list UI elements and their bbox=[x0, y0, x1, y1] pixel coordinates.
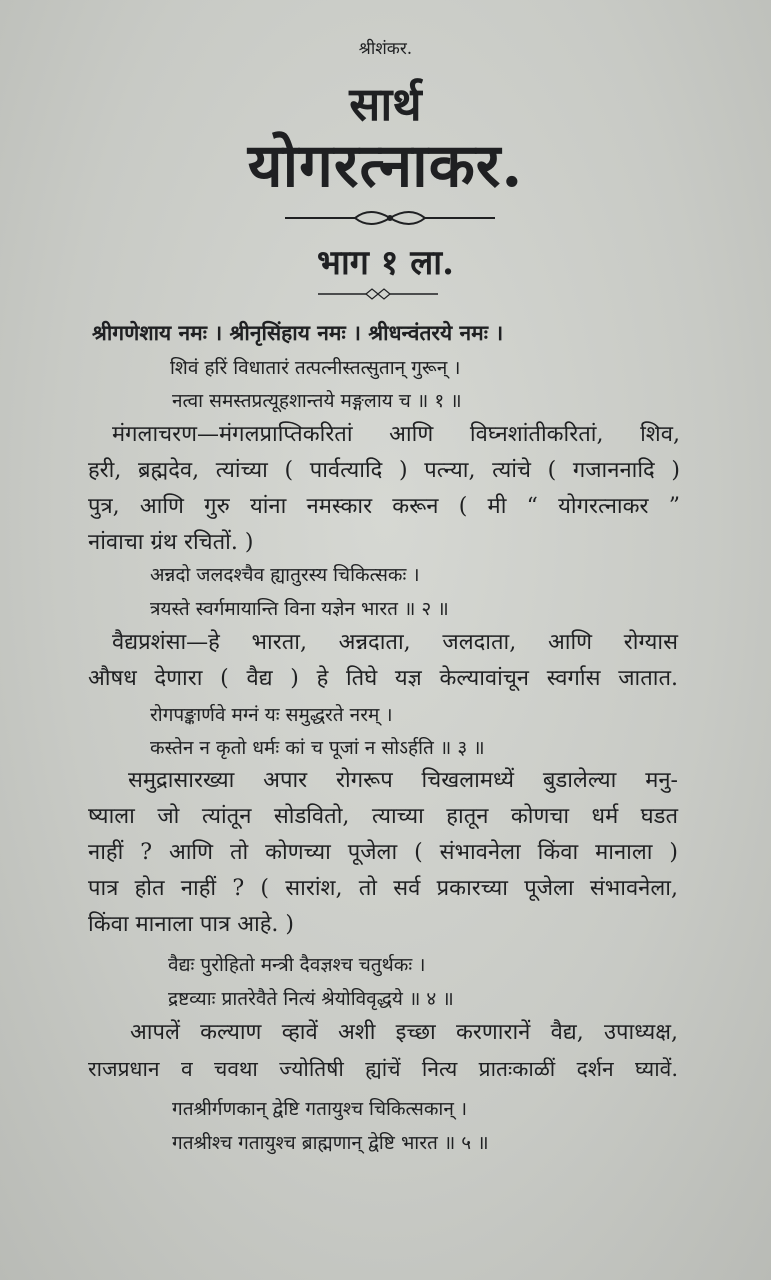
explanation-3-line-3: नाहीं ? आणि तो कोणच्या पूजेला ( संभावनेला किंवा मानाला ) bbox=[88, 840, 678, 865]
part-heading: भाग १ ला. bbox=[317, 243, 454, 283]
vaidya-prashansa-line-1: वैद्यप्रशंसा—हे भारता, अन्नदाता, जलदाता, आणि रोग्यास bbox=[112, 630, 678, 655]
title-ornament bbox=[285, 203, 495, 233]
vaidya-prashansa-line-2: औषध देणारा ( वैद्य ) हे तिघे यज्ञ केल्यावांचून स्वर्गास जातात. bbox=[88, 666, 678, 691]
explanation-3-line-4: पात्र होत नाहीं ? ( सारांश, तो सर्व प्रकारच्या पूजेला संभावनेला, bbox=[88, 876, 678, 901]
divider-ornament bbox=[318, 285, 438, 303]
verse-4-line-2: द्रष्टव्याः प्रातरेवैते नित्यं श्रेयोविवृद्धये ॥ ४ ॥ bbox=[168, 988, 454, 1010]
subtitle-sartha: सार्थ bbox=[349, 77, 422, 131]
mangalacharan-line-3: पुत्र, आणि गुरु यांना नमस्कार करून ( मी “ योगरत्नाकर ” bbox=[88, 494, 680, 519]
explanation-3-line-1: समुद्रासारख्या अपार रोगरूप चिखलामध्यें बुडालेल्या मनु- bbox=[128, 768, 678, 793]
page-header: श्रीशंकर. bbox=[358, 39, 413, 59]
invocation-line: श्रीगणेशाय नमः । श्रीनृसिंहाय नमः । श्रीधन्वंतरये नमः । bbox=[92, 320, 504, 345]
verse-5-line-2: गतश्रीश्च गतायुश्च ब्राह्मणान् द्वेष्टि भारत ॥ ५ ॥ bbox=[172, 1132, 489, 1154]
verse-1-line-1: शिवं हरिं विधातारं तत्पत्नीस्तत्सुतान् गुरून् । bbox=[170, 357, 461, 379]
explanation-4-line-1: आपलें कल्याण व्हावें अशी इच्छा करणारानें वैद्य, उपाध्यक्ष, bbox=[130, 1020, 678, 1045]
verse-3-line-1: रोगपङ्कार्णवे मग्नं यः समुद्धरते नरम् । bbox=[150, 704, 393, 726]
verse-5-line-1: गतश्रीर्गणकान् द्वेष्टि गतायुश्च चिकित्सकान् । bbox=[172, 1098, 468, 1120]
verse-3-line-2: कस्तेन न कृतो धर्मः कां च पूजां न सोऽर्हति ॥ ३ ॥ bbox=[150, 737, 485, 759]
mangalacharan-line-4: नांवाचा ग्रंथ रचितों. ) bbox=[88, 530, 254, 555]
verse-2-line-2: त्रयस्ते स्वर्गमायान्ति विना यज्ञेन भारत ॥ २ ॥ bbox=[150, 598, 449, 620]
mangalacharan-line-1: मंगलाचरण—मंगलप्राप्तिकरितां आणि विघ्नशांतीकरितां, शिव, bbox=[112, 422, 680, 447]
verse-2-line-1: अन्नदो जलदश्चैव ह्यातुरस्य चिकित्सकः । bbox=[150, 564, 420, 586]
explanation-4-line-2: राजप्रधान व चवथा ज्योतिषी ह्यांचें नित्य प्रातःकाळीं दर्शन घ्यावें. bbox=[88, 1057, 678, 1081]
verse-1-line-2: नत्वा समस्तप्रत्यूहशान्तये मङ्गलाय च ॥ १ ॥ bbox=[172, 390, 462, 412]
mangalacharan-line-2: हरी, ब्रह्मदेव, त्यांच्या ( पार्वत्यादि ) पत्न्या, त्यांचे ( गजाननादि ) bbox=[88, 458, 680, 483]
verse-4-line-1: वैद्यः पुरोहितो मन्त्री दैवज्ञश्च चतुर्थकः । bbox=[168, 954, 426, 976]
explanation-3-line-5: किंवा मानाला पात्र आहे. ) bbox=[88, 912, 294, 937]
book-title: योगरत्नाकर. bbox=[247, 131, 524, 201]
explanation-3-line-2: ष्याला जो त्यांतून सोडवितो, त्याच्या हातून कोणचा धर्म घडत bbox=[88, 804, 678, 829]
